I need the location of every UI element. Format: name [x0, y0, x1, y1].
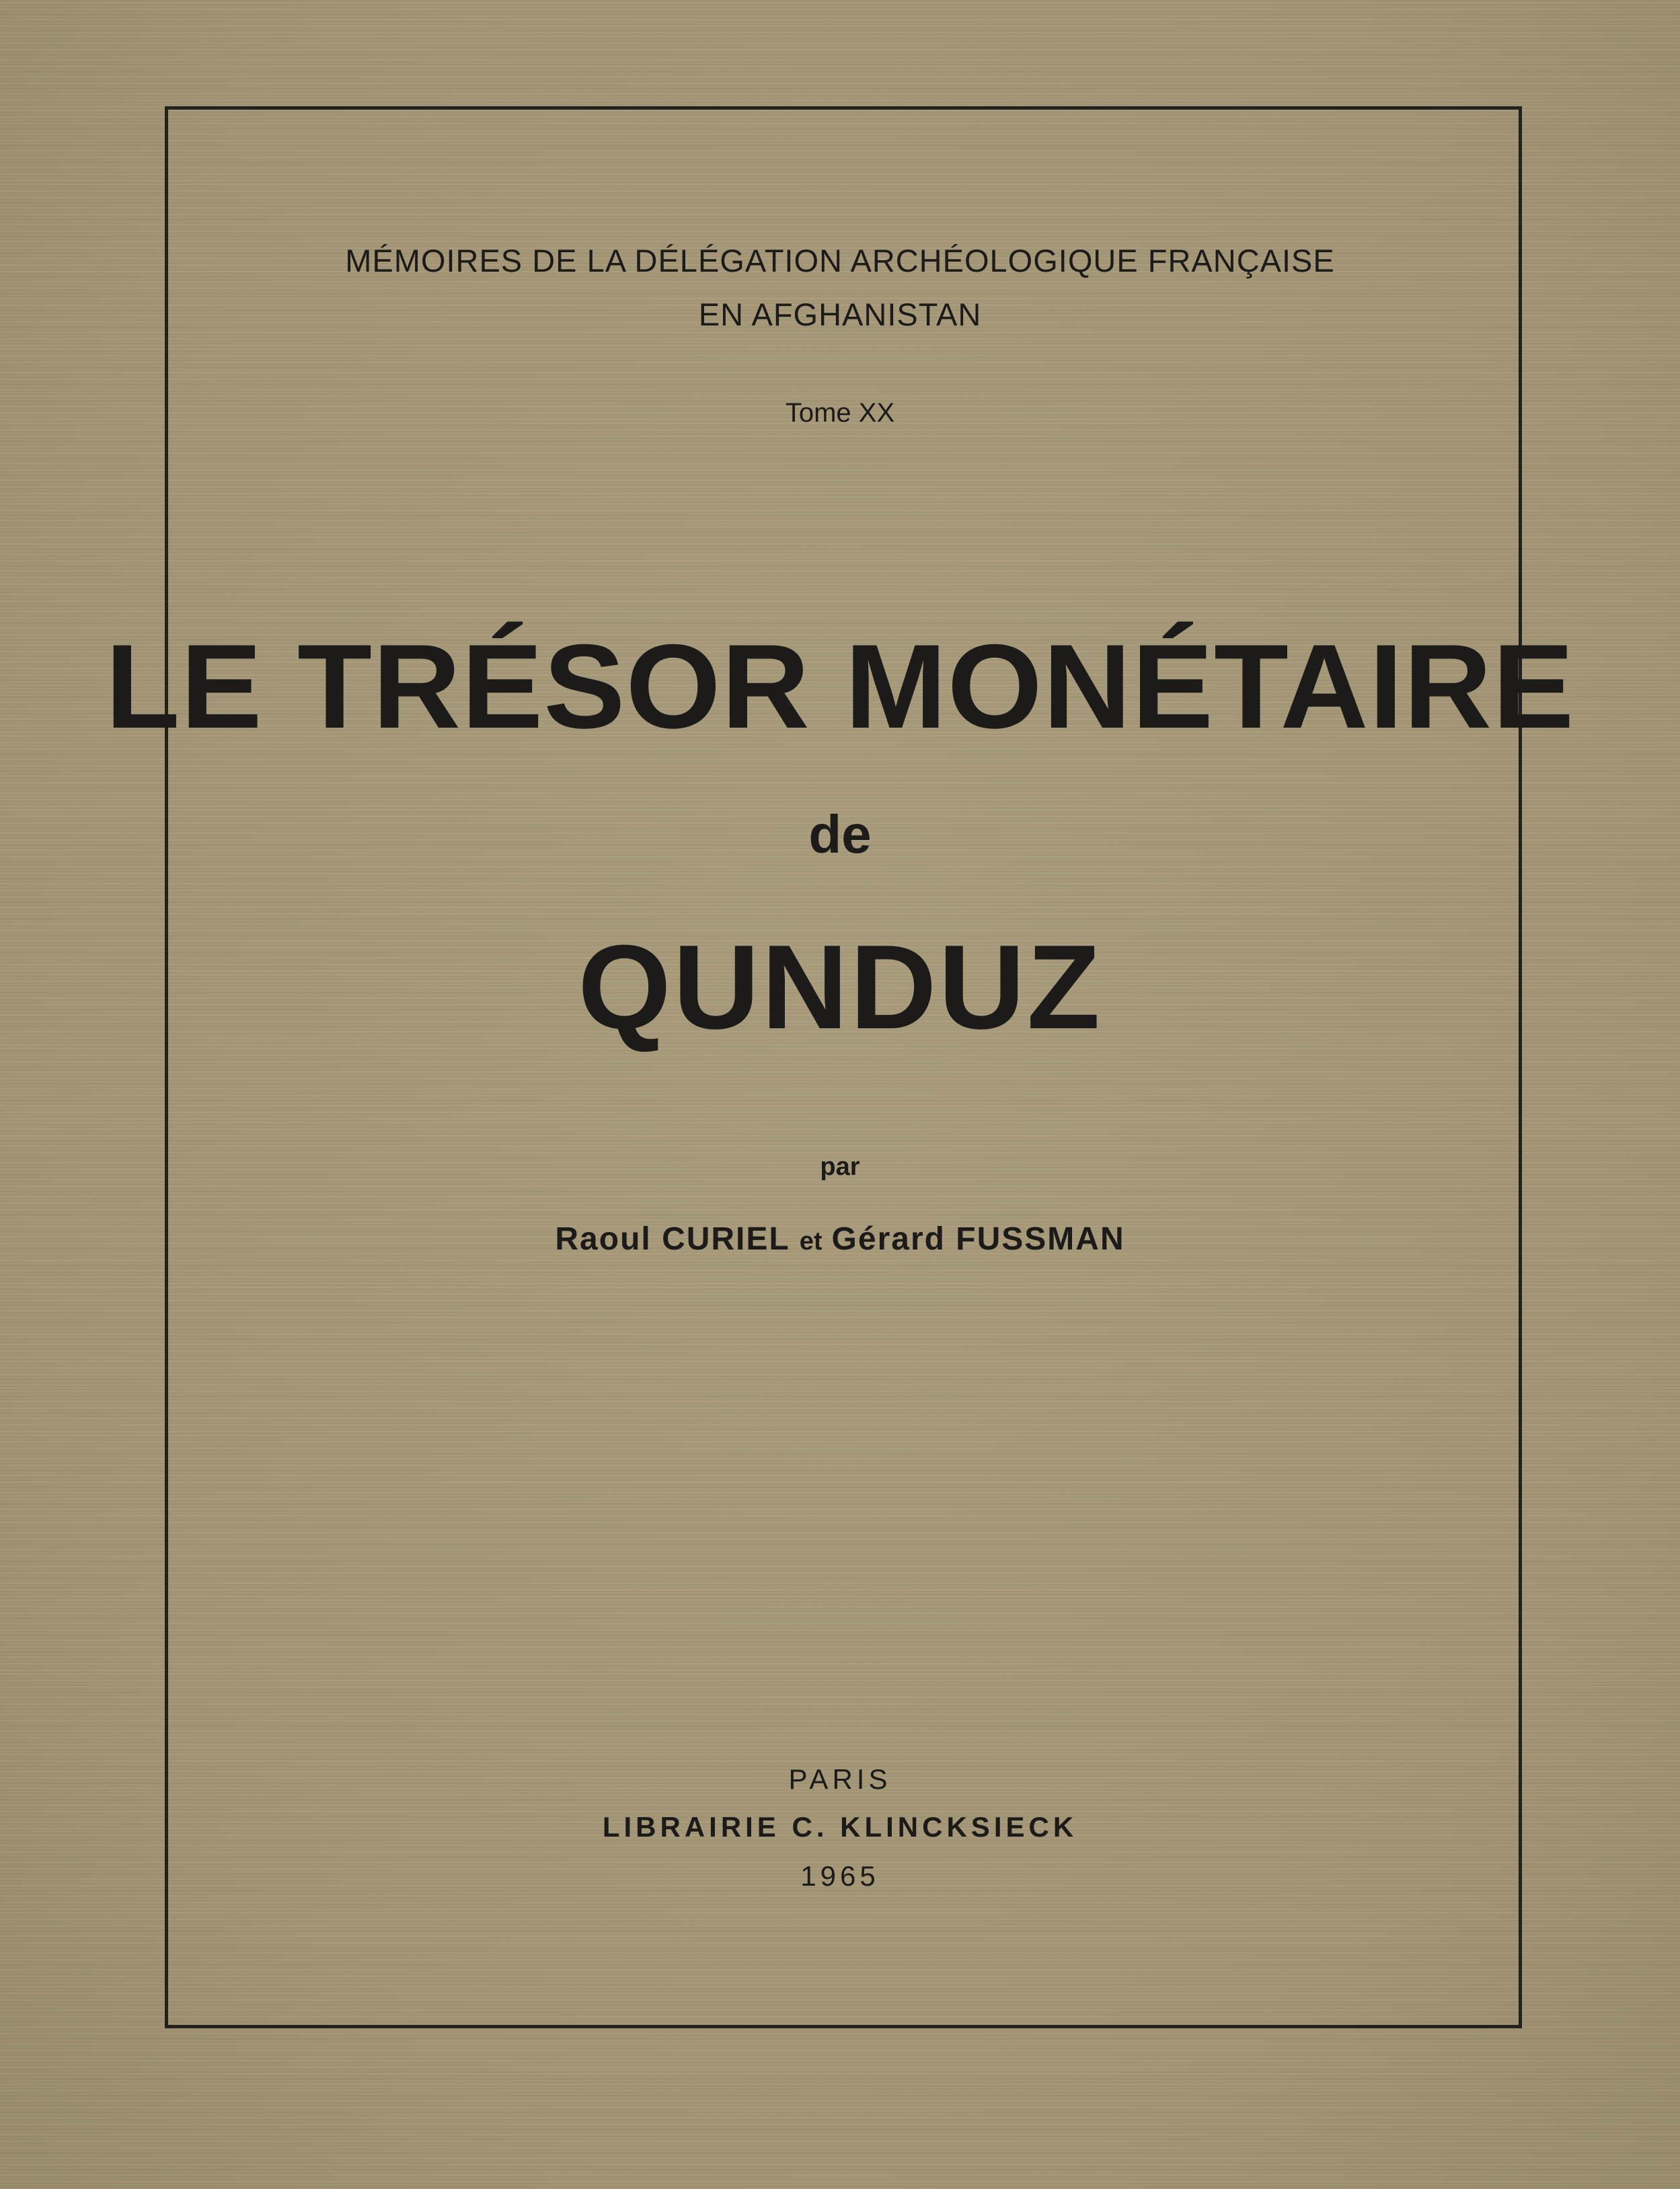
author-2: Gérard FUSSMAN	[831, 1221, 1125, 1257]
publisher-city: PARIS	[788, 1763, 892, 1795]
volume-number: Tome XX	[785, 398, 895, 428]
cover-border-frame	[165, 106, 1522, 2028]
series-title-line-1: MÉMOIRES DE LA DÉLÉGATION ARCHÉOLOGIQUE FRANÇAISE	[345, 243, 1335, 278]
publisher-name: LIBRAIRIE C. KLINCKSIECK	[602, 1811, 1078, 1843]
byline-prefix: par	[820, 1153, 860, 1181]
book-title-place: QUNDUZ	[578, 920, 1102, 1054]
series-title-line-2: EN AFGHANISTAN	[698, 297, 982, 332]
authors-line	[0, 1221, 1680, 1258]
publication-year: 1965	[800, 1860, 880, 1892]
book-title-connector: de	[808, 804, 872, 864]
author-1: Raoul CURIEL	[555, 1221, 790, 1257]
book-title-main: LE TRÉSOR MONÉTAIRE	[105, 619, 1575, 753]
author-conjunction: et	[799, 1227, 823, 1256]
